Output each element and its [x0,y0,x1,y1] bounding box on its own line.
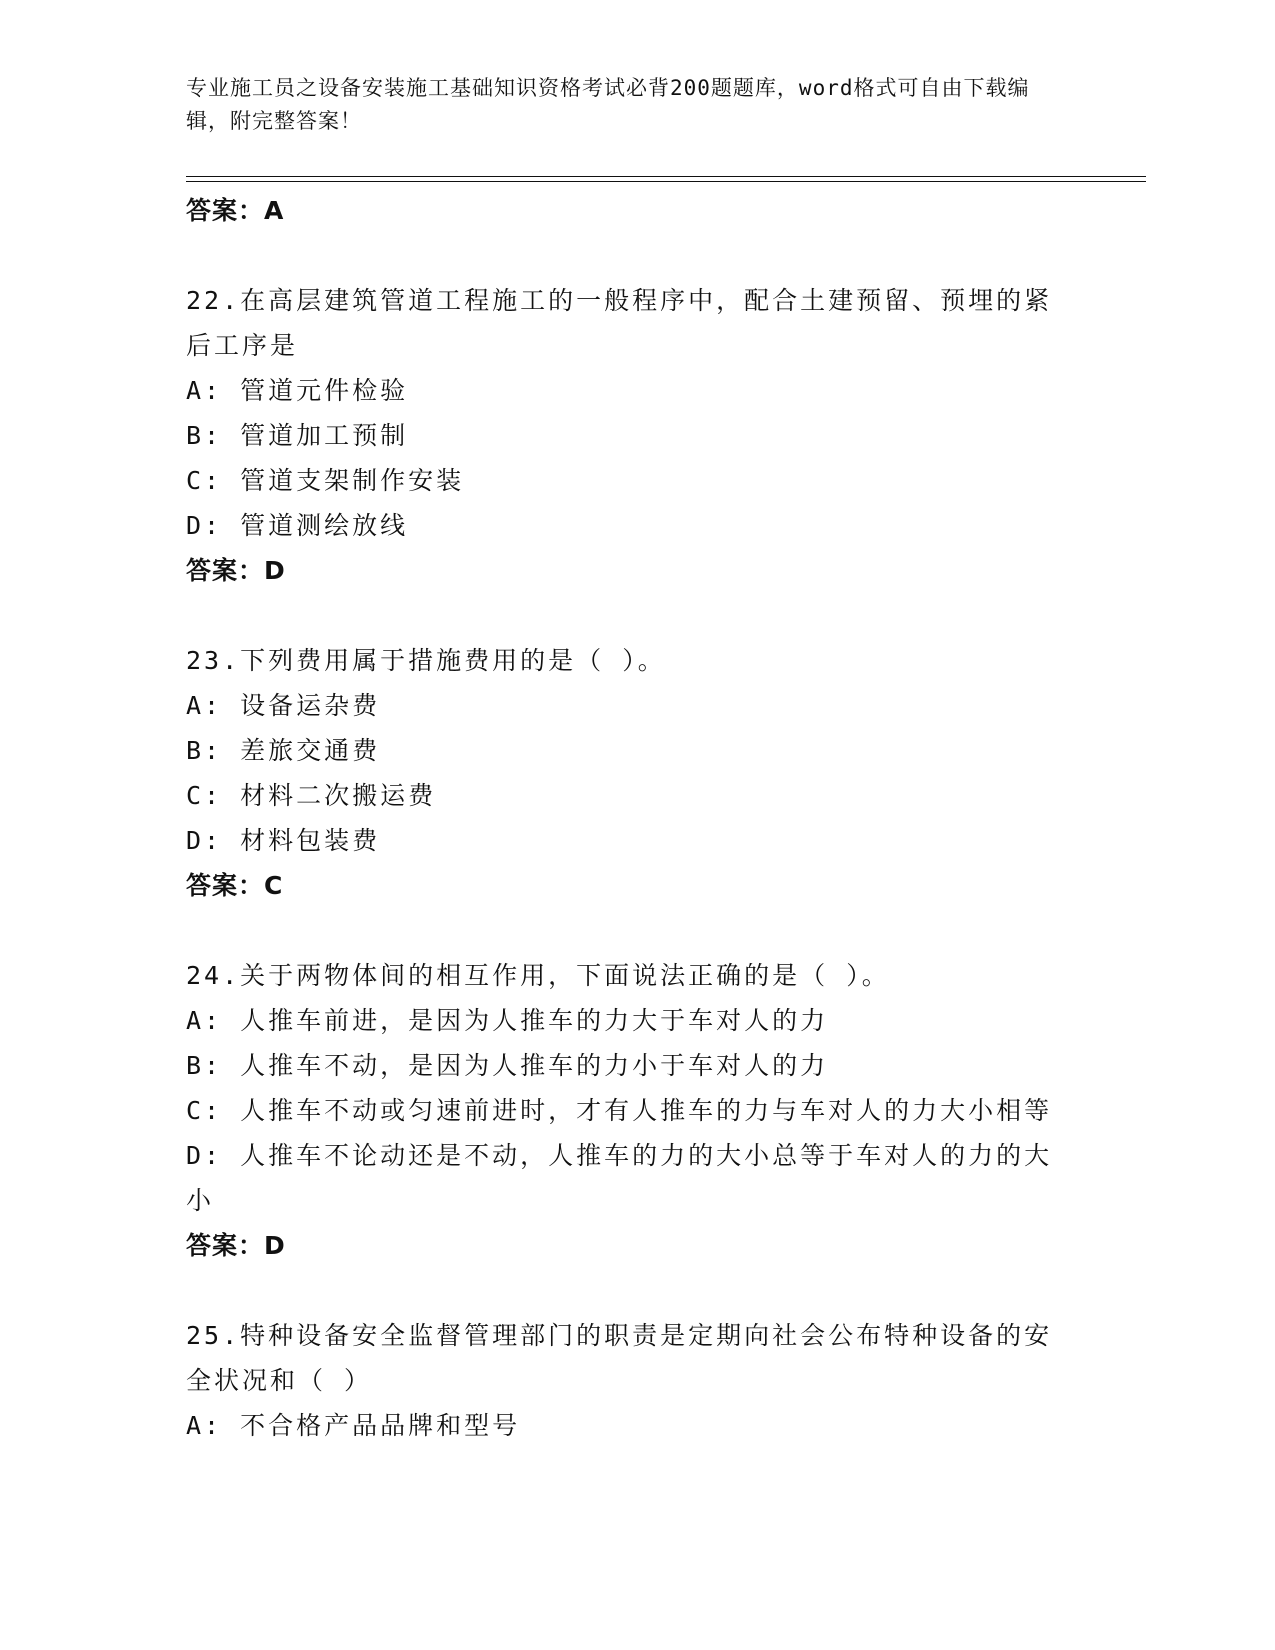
question-answer: 答案：D [186,556,286,585]
document-header: 专业施工员之设备安装施工基础知识资格考试必背200题题库，word格式可自由下载编辑，附完整答案！ [186,76,1030,133]
header-rule-bottom [186,181,1146,182]
option-c: C: 管道支架制作安装 [186,466,465,495]
question-23 [186,638,1066,908]
spacer [186,908,1066,953]
question-22 [186,278,1066,593]
question-list [186,188,1066,1448]
spacer [186,233,1066,278]
option-d: D: 人推车不论动还是不动，人推车的力的大小总等于车对人的力的大小 [186,1141,1053,1215]
question-stem: 24.关于两物体间的相互作用，下面说法正确的是（ ）。 [186,961,890,990]
question-24 [186,953,1066,1268]
question-answer: 答案：C [186,871,284,900]
spacer [186,1268,1066,1313]
option-c: C: 材料二次搬运费 [186,781,437,810]
header-rule-top [186,176,1146,177]
option-c: C: 人推车不动或匀速前进时，才有人推车的力与车对人的力大小相等 [186,1096,1053,1125]
option-a: A: 人推车前进，是因为人推车的力大于车对人的力 [186,1006,829,1035]
option-a: A: 管道元件检验 [186,376,409,405]
question-stem: 23.下列费用属于措施费用的是（ ）。 [186,646,666,675]
question-stem: 22.在高层建筑管道工程施工的一般程序中，配合土建预留、预埋的紧后工序是 [186,286,1053,360]
spacer [186,593,1066,638]
option-d: D: 材料包装费 [186,826,381,855]
option-b: B: 人推车不动，是因为人推车的力小于车对人的力 [186,1051,829,1080]
option-b: B: 管道加工预制 [186,421,409,450]
option-a: A: 设备运杂费 [186,691,381,720]
previous-answer: 答案：A [186,196,285,225]
question-answer: 答案：D [186,1231,286,1260]
question-25 [186,1313,1066,1448]
option-b: B: 差旅交通费 [186,736,381,765]
option-a: A: 不合格产品品牌和型号 [186,1411,521,1440]
question-stem: 25.特种设备安全监督管理部门的职责是定期向社会公布特种设备的安全状况和（ ） [186,1321,1053,1395]
option-d: D: 管道测绘放线 [186,511,409,540]
